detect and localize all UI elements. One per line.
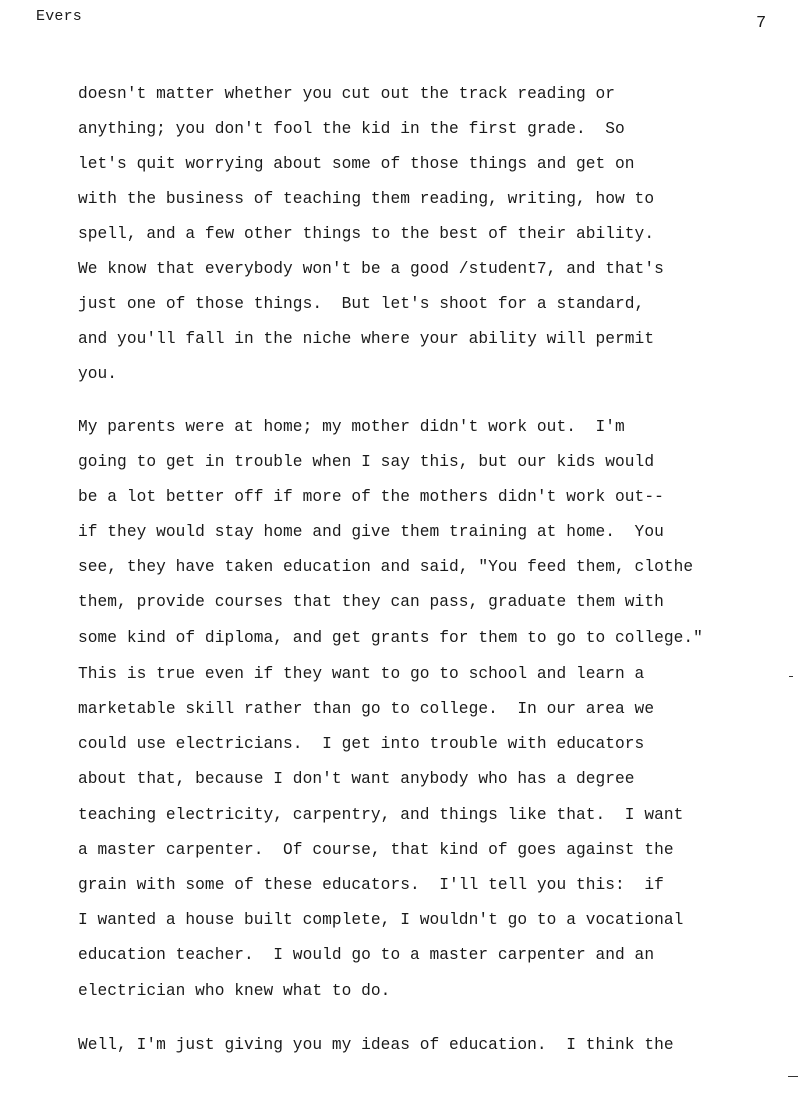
text-line: marketable skill rather than go to college. In our area we bbox=[78, 700, 655, 718]
text-line: you. bbox=[78, 365, 118, 383]
text-line: with the business of teaching them reading, writing, how to bbox=[78, 190, 655, 208]
text-line: if they would stay home and give them training at home. You bbox=[78, 523, 664, 541]
text-line: teaching electricity, carpentry, and things like that. I want bbox=[78, 806, 684, 824]
scan-mark bbox=[788, 1076, 798, 1077]
text-line: Well, I'm just giving you my ideas of education. I think the bbox=[78, 1036, 674, 1054]
text-line: spell, and a few other things to the best of their ability. bbox=[78, 225, 655, 243]
text-line: some kind of diploma, and get grants for them to go to college." bbox=[78, 629, 703, 647]
text-line: a master carpenter. Of course, that kind of goes against the bbox=[78, 841, 674, 859]
text-line: just one of those things. But let's shoot for a standard, bbox=[78, 295, 645, 313]
text-line: about that, because I don't want anybody who has a degree bbox=[78, 770, 635, 788]
text-line: and you'll fall in the niche where your ability will permit bbox=[78, 330, 655, 348]
text-line: grain with some of these educators. I'll tell you this: if bbox=[78, 876, 664, 894]
text-line: see, they have taken education and said, "You feed them, clothe bbox=[78, 558, 694, 576]
text-line: We know that everybody won't be a good /student7, and that's bbox=[78, 260, 664, 278]
text-line: education teacher. I would go to a master carpenter and an bbox=[78, 946, 655, 964]
text-line: This is true even if they want to go to school and learn a bbox=[78, 665, 645, 683]
scan-mark bbox=[789, 676, 793, 677]
text-line: be a lot better off if more of the mothers didn't work out-- bbox=[78, 488, 664, 506]
text-line: let's quit worrying about some of those things and get on bbox=[78, 155, 635, 173]
text-line: them, provide courses that they can pass, graduate them with bbox=[78, 593, 664, 611]
text-line: doesn't matter whether you cut out the track reading or bbox=[78, 85, 616, 103]
text-line: electrician who knew what to do. bbox=[78, 982, 391, 1000]
page-header-name: Evers bbox=[36, 8, 83, 25]
text-line: My parents were at home; my mother didn't work out. I'm bbox=[78, 418, 625, 436]
text-line: anything; you don't fool the kid in the first grade. So bbox=[78, 120, 625, 138]
page-number: 7 bbox=[756, 14, 767, 33]
text-line: going to get in trouble when I say this, but our kids would bbox=[78, 453, 655, 471]
text-line: I wanted a house built complete, I wouldn't go to a vocational bbox=[78, 911, 684, 929]
text-line: could use electricians. I get into trouble with educators bbox=[78, 735, 645, 753]
